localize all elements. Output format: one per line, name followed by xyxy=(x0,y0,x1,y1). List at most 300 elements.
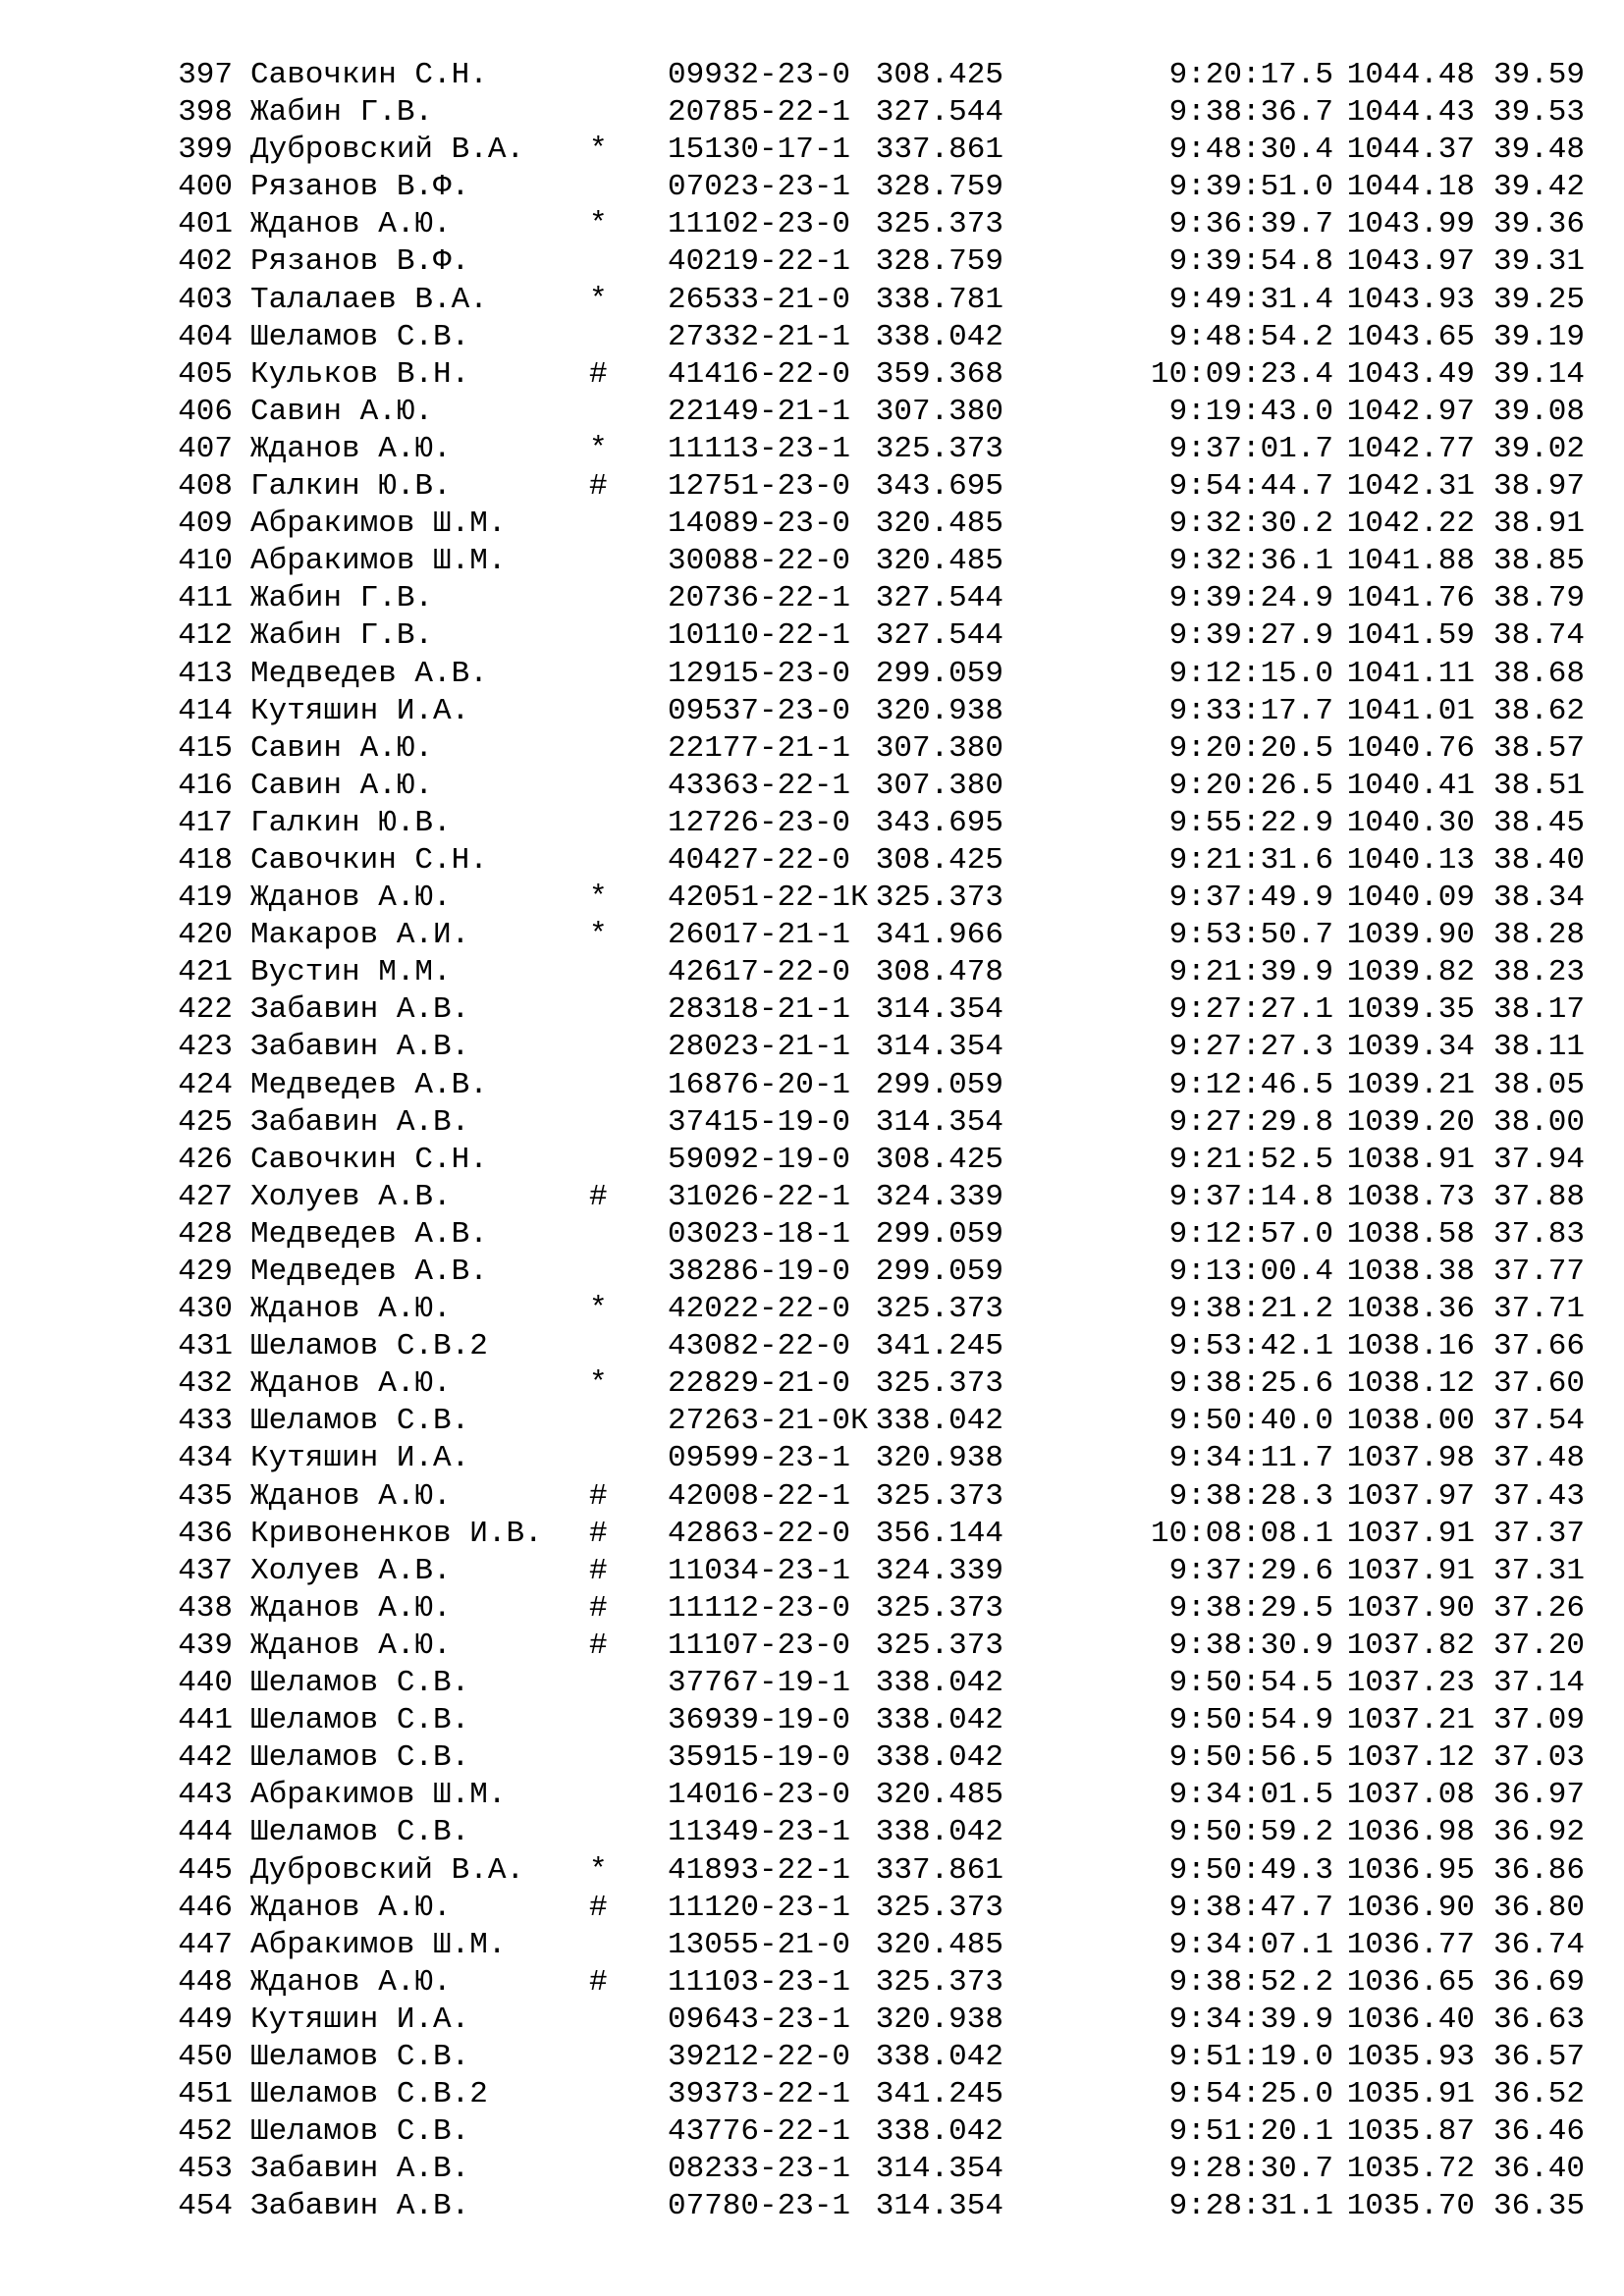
ring-number-cell: 20736-22-1 xyxy=(668,581,851,616)
mark-cell: * xyxy=(589,881,608,916)
speed-cell: 1037.97 xyxy=(1346,1478,1475,1514)
distance-cell: 299.059 xyxy=(875,1067,1003,1102)
points-cell: 39.02 xyxy=(1492,431,1585,466)
points-cell: 38.85 xyxy=(1492,544,1585,579)
points-cell: 36.80 xyxy=(1492,1890,1585,1925)
ring-number-cell: 11120-23-1 xyxy=(668,1890,851,1925)
table-row xyxy=(172,431,1586,468)
place-cell: 405 xyxy=(178,356,233,392)
fancier-name-cell: Савин А.Ю. xyxy=(250,394,434,429)
place-cell: 420 xyxy=(178,918,233,953)
distance-cell: 341.966 xyxy=(875,918,1003,953)
arrival-time-cell: 9:37:14.8 xyxy=(1168,1179,1333,1214)
points-cell: 37.83 xyxy=(1492,1216,1585,1252)
speed-cell: 1040.09 xyxy=(1346,881,1475,916)
points-cell: 38.34 xyxy=(1492,881,1585,916)
ring-number-cell: 08233-23-1 xyxy=(668,2152,851,2187)
place-cell: 454 xyxy=(178,2189,233,2224)
speed-cell: 1042.22 xyxy=(1346,507,1475,542)
arrival-time-cell: 9:12:15.0 xyxy=(1168,656,1333,691)
mark-cell: * xyxy=(589,431,608,466)
place-cell: 411 xyxy=(178,581,233,616)
table-row xyxy=(172,1964,1586,2002)
table-row xyxy=(172,1365,1586,1403)
fancier-name-cell: Забавин А.В. xyxy=(250,2152,470,2187)
table-row xyxy=(172,1029,1586,1066)
place-cell: 447 xyxy=(178,1927,233,1962)
ring-number-cell: 15130-17-1 xyxy=(668,133,851,168)
place-cell: 441 xyxy=(178,1703,233,1738)
fancier-name-cell: Медведев А.В. xyxy=(250,1255,488,1289)
table-row xyxy=(172,2151,1586,2188)
table-row xyxy=(172,1739,1586,1777)
distance-cell: 338.042 xyxy=(875,1703,1003,1738)
table-row xyxy=(172,1067,1586,1104)
speed-cell: 1042.77 xyxy=(1346,431,1475,466)
speed-cell: 1038.38 xyxy=(1346,1255,1475,1289)
points-cell: 36.69 xyxy=(1492,1964,1585,2000)
distance-cell: 328.759 xyxy=(875,170,1003,205)
ring-number-cell: 11034-23-1 xyxy=(668,1553,851,1588)
fancier-name-cell: Жданов А.Ю. xyxy=(250,1292,452,1327)
arrival-time-cell: 9:54:25.0 xyxy=(1168,2077,1333,2112)
speed-cell: 1038.73 xyxy=(1346,1179,1475,1214)
table-row xyxy=(172,1927,1586,1964)
distance-cell: 320.485 xyxy=(875,544,1003,579)
arrival-time-cell: 9:50:49.3 xyxy=(1168,1852,1333,1888)
speed-cell: 1041.59 xyxy=(1346,618,1475,654)
place-cell: 440 xyxy=(178,1666,233,1701)
distance-cell: 320.485 xyxy=(875,1927,1003,1962)
place-cell: 424 xyxy=(178,1067,233,1102)
arrival-time-cell: 9:34:07.1 xyxy=(1168,1927,1333,1962)
place-cell: 423 xyxy=(178,1030,233,1065)
place-cell: 397 xyxy=(178,58,233,92)
arrival-time-cell: 9:13:00.4 xyxy=(1168,1255,1333,1289)
fancier-name-cell: Медведев А.В. xyxy=(250,1216,488,1252)
table-row xyxy=(172,506,1586,543)
fancier-name-cell: Жданов А.Ю. xyxy=(250,1366,452,1402)
table-row xyxy=(172,1328,1586,1365)
arrival-time-cell: 9:37:29.6 xyxy=(1168,1553,1333,1588)
speed-cell: 1044.48 xyxy=(1346,58,1475,92)
arrival-time-cell: 9:48:54.2 xyxy=(1168,319,1333,354)
points-cell: 37.48 xyxy=(1492,1441,1585,1476)
fancier-name-cell: Жданов А.Ю. xyxy=(250,1590,452,1626)
fancier-name-cell: Шеламов С.В. xyxy=(250,1703,470,1738)
speed-cell: 1036.95 xyxy=(1346,1852,1475,1888)
points-cell: 39.42 xyxy=(1492,170,1585,205)
table-row xyxy=(172,805,1586,842)
points-cell: 37.88 xyxy=(1492,1179,1585,1214)
distance-cell: 338.042 xyxy=(875,1666,1003,1701)
arrival-time-cell: 9:27:29.8 xyxy=(1168,1104,1333,1140)
distance-cell: 359.368 xyxy=(875,356,1003,392)
place-cell: 452 xyxy=(178,2114,233,2150)
arrival-time-cell: 9:12:57.0 xyxy=(1168,1216,1333,1252)
fancier-name-cell: Абракимов Ш.М. xyxy=(250,1778,507,1813)
arrival-time-cell: 9:38:21.2 xyxy=(1168,1292,1333,1327)
arrival-time-cell: 9:20:17.5 xyxy=(1168,58,1333,92)
points-cell: 37.60 xyxy=(1492,1366,1585,1402)
place-cell: 442 xyxy=(178,1740,233,1776)
points-cell: 36.57 xyxy=(1492,2039,1585,2074)
points-cell: 37.37 xyxy=(1492,1516,1585,1551)
table-row xyxy=(172,132,1586,169)
ring-number-cell: 41893-22-1 xyxy=(668,1852,851,1888)
fancier-name-cell: Макаров А.И. xyxy=(250,918,470,953)
mark-cell: # xyxy=(589,1964,608,2000)
place-cell: 408 xyxy=(178,469,233,505)
speed-cell: 1036.90 xyxy=(1346,1890,1475,1925)
arrival-time-cell: 9:38:36.7 xyxy=(1168,95,1333,131)
place-cell: 422 xyxy=(178,992,233,1028)
fancier-name-cell: Шеламов С.В. xyxy=(250,1815,470,1850)
distance-cell: 338.042 xyxy=(875,1740,1003,1776)
points-cell: 38.40 xyxy=(1492,842,1585,878)
place-cell: 438 xyxy=(178,1590,233,1626)
table-row xyxy=(172,1516,1586,1553)
mark-cell: * xyxy=(589,207,608,242)
points-cell: 38.45 xyxy=(1492,805,1585,840)
fancier-name-cell: Жабин Г.В. xyxy=(250,618,434,654)
table-row xyxy=(172,2039,1586,2076)
ring-number-cell: 11102-23-0 xyxy=(668,207,851,242)
place-cell: 446 xyxy=(178,1890,233,1925)
ring-number-cell: 12751-23-0 xyxy=(668,469,851,505)
place-cell: 400 xyxy=(178,170,233,205)
arrival-time-cell: 9:39:51.0 xyxy=(1168,170,1333,205)
points-cell: 36.46 xyxy=(1492,2114,1585,2150)
distance-cell: 299.059 xyxy=(875,656,1003,691)
table-row xyxy=(172,356,1586,394)
ring-number-cell: 11107-23-0 xyxy=(668,1628,851,1663)
arrival-time-cell: 9:55:22.9 xyxy=(1168,805,1333,840)
distance-cell: 314.354 xyxy=(875,2189,1003,2224)
table-row xyxy=(172,1852,1586,1890)
fancier-name-cell: Савин А.Ю. xyxy=(250,768,434,803)
ring-number-cell: 43082-22-0 xyxy=(668,1329,851,1364)
place-cell: 430 xyxy=(178,1292,233,1327)
ring-number-cell: 37415-19-0 xyxy=(668,1104,851,1140)
table-row xyxy=(172,1142,1586,1179)
place-cell: 429 xyxy=(178,1255,233,1289)
arrival-time-cell: 10:08:08.1 xyxy=(1150,1516,1333,1551)
arrival-time-cell: 9:50:59.2 xyxy=(1168,1815,1333,1850)
fancier-name-cell: Кутяшин И.А. xyxy=(250,2002,470,2037)
speed-cell: 1036.65 xyxy=(1346,1964,1475,2000)
arrival-time-cell: 9:38:52.2 xyxy=(1168,1964,1333,2000)
fancier-name-cell: Савочкин С.Н. xyxy=(250,842,488,878)
distance-cell: 308.425 xyxy=(875,1142,1003,1177)
table-row xyxy=(172,1403,1586,1440)
arrival-time-cell: 9:37:01.7 xyxy=(1168,431,1333,466)
speed-cell: 1040.30 xyxy=(1346,805,1475,840)
ring-number-cell: 40427-22-0 xyxy=(668,842,851,878)
arrival-time-cell: 10:09:23.4 xyxy=(1150,356,1333,392)
points-cell: 37.20 xyxy=(1492,1628,1585,1663)
ring-number-cell: 26017-21-1 xyxy=(668,918,851,953)
points-cell: 36.52 xyxy=(1492,2077,1585,2112)
arrival-time-cell: 9:34:39.9 xyxy=(1168,2002,1333,2037)
speed-cell: 1043.49 xyxy=(1346,356,1475,392)
place-cell: 414 xyxy=(178,693,233,728)
speed-cell: 1043.99 xyxy=(1346,207,1475,242)
table-row xyxy=(172,1291,1586,1328)
distance-cell: 314.354 xyxy=(875,2152,1003,2187)
ring-number-cell: 11349-23-1 xyxy=(668,1815,851,1850)
table-row xyxy=(172,1590,1586,1628)
points-cell: 37.66 xyxy=(1492,1329,1585,1364)
mark-cell: # xyxy=(589,1179,608,1214)
table-row xyxy=(172,468,1586,506)
speed-cell: 1038.58 xyxy=(1346,1216,1475,1252)
points-cell: 39.19 xyxy=(1492,319,1585,354)
fancier-name-cell: Кутяшин И.А. xyxy=(250,693,470,728)
distance-cell: 327.544 xyxy=(875,581,1003,616)
speed-cell: 1035.70 xyxy=(1346,2189,1475,2224)
mark-cell: * xyxy=(589,1292,608,1327)
distance-cell: 320.485 xyxy=(875,1778,1003,1813)
speed-cell: 1037.82 xyxy=(1346,1628,1475,1663)
ring-number-cell: 22149-21-1 xyxy=(668,394,851,429)
place-cell: 412 xyxy=(178,618,233,654)
fancier-name-cell: Шеламов С.В. xyxy=(250,2114,470,2150)
points-cell: 37.71 xyxy=(1492,1292,1585,1327)
points-cell: 36.92 xyxy=(1492,1815,1585,1850)
distance-cell: 338.042 xyxy=(875,2114,1003,2150)
fancier-name-cell: Жабин Г.В. xyxy=(250,95,434,131)
speed-cell: 1041.11 xyxy=(1346,656,1475,691)
place-cell: 401 xyxy=(178,207,233,242)
points-cell: 38.57 xyxy=(1492,730,1585,766)
table-row xyxy=(172,1553,1586,1590)
arrival-time-cell: 9:28:30.7 xyxy=(1168,2152,1333,2187)
distance-cell: 307.380 xyxy=(875,394,1003,429)
points-cell: 39.25 xyxy=(1492,282,1585,317)
distance-cell: 338.042 xyxy=(875,1404,1003,1439)
fancier-name-cell: Галкин Ю.В. xyxy=(250,805,452,840)
arrival-time-cell: 9:34:11.7 xyxy=(1168,1441,1333,1476)
points-cell: 39.31 xyxy=(1492,244,1585,280)
speed-cell: 1041.88 xyxy=(1346,544,1475,579)
ring-number-cell: 42022-22-0 xyxy=(668,1292,851,1327)
table-row xyxy=(172,2113,1586,2151)
speed-cell: 1042.31 xyxy=(1346,469,1475,505)
ring-number-cell: 09537-23-0 xyxy=(668,693,851,728)
table-row xyxy=(172,1814,1586,1851)
table-row xyxy=(172,206,1586,243)
arrival-time-cell: 9:27:27.1 xyxy=(1168,992,1333,1028)
distance-cell: 314.354 xyxy=(875,1030,1003,1065)
points-cell: 39.48 xyxy=(1492,133,1585,168)
distance-cell: 338.042 xyxy=(875,319,1003,354)
ring-number-cell: 11103-23-1 xyxy=(668,1964,851,2000)
mark-cell: # xyxy=(589,1590,608,1626)
distance-cell: 356.144 xyxy=(875,1516,1003,1551)
fancier-name-cell: Жданов А.Ю. xyxy=(250,1890,452,1925)
table-row xyxy=(172,768,1586,805)
ring-number-cell: 31026-22-1 xyxy=(668,1179,851,1214)
fancier-name-cell: Жданов А.Ю. xyxy=(250,207,452,242)
place-cell: 439 xyxy=(178,1628,233,1663)
speed-cell: 1039.35 xyxy=(1346,992,1475,1028)
table-row xyxy=(172,1104,1586,1142)
ring-number-cell: 42617-22-0 xyxy=(668,955,851,990)
fancier-name-cell: Савочкин С.Н. xyxy=(250,58,488,92)
ring-number-cell: 03023-18-1 xyxy=(668,1216,851,1252)
distance-cell: 308.478 xyxy=(875,955,1003,990)
mark-cell: # xyxy=(589,469,608,505)
fancier-name-cell: Кривоненков И.В. xyxy=(250,1516,543,1551)
distance-cell: 307.380 xyxy=(875,730,1003,766)
speed-cell: 1035.91 xyxy=(1346,2077,1475,2112)
place-cell: 431 xyxy=(178,1329,233,1364)
distance-cell: 308.425 xyxy=(875,58,1003,92)
arrival-time-cell: 9:36:39.7 xyxy=(1168,207,1333,242)
fancier-name-cell: Холуев А.В. xyxy=(250,1179,452,1214)
arrival-time-cell: 9:21:52.5 xyxy=(1168,1142,1333,1177)
fancier-name-cell: Медведев А.В. xyxy=(250,1067,488,1102)
fancier-name-cell: Талалаев В.А. xyxy=(250,282,488,317)
arrival-time-cell: 9:28:31.1 xyxy=(1168,2189,1333,2224)
distance-cell: 320.485 xyxy=(875,507,1003,542)
points-cell: 38.51 xyxy=(1492,768,1585,803)
place-cell: 434 xyxy=(178,1441,233,1476)
distance-cell: 320.938 xyxy=(875,1441,1003,1476)
points-cell: 38.23 xyxy=(1492,955,1585,990)
speed-cell: 1041.01 xyxy=(1346,693,1475,728)
ring-number-cell: 22177-21-1 xyxy=(668,730,851,766)
ring-number-cell: 30088-22-0 xyxy=(668,544,851,579)
speed-cell: 1037.21 xyxy=(1346,1703,1475,1738)
mark-cell: * xyxy=(589,133,608,168)
distance-cell: 341.245 xyxy=(875,1329,1003,1364)
ring-number-cell: 40219-22-1 xyxy=(668,244,851,280)
table-row xyxy=(172,656,1586,693)
distance-cell: 324.339 xyxy=(875,1179,1003,1214)
table-row xyxy=(172,917,1586,954)
mark-cell: # xyxy=(589,1478,608,1514)
points-cell: 39.14 xyxy=(1492,356,1585,392)
ring-number-cell: 59092-19-0 xyxy=(668,1142,851,1177)
distance-cell: 327.544 xyxy=(875,95,1003,131)
table-row xyxy=(172,693,1586,730)
points-cell: 36.35 xyxy=(1492,2189,1585,2224)
place-cell: 403 xyxy=(178,282,233,317)
distance-cell: 338.042 xyxy=(875,1815,1003,1850)
fancier-name-cell: Жданов А.Ю. xyxy=(250,881,452,916)
points-cell: 37.43 xyxy=(1492,1478,1585,1514)
ring-number-cell: 12726-23-0 xyxy=(668,805,851,840)
fancier-name-cell: Савочкин С.Н. xyxy=(250,1142,488,1177)
place-cell: 421 xyxy=(178,955,233,990)
ring-number-cell: 20785-22-1 xyxy=(668,95,851,131)
fancier-name-cell: Дубровский В.А. xyxy=(250,133,525,168)
table-row xyxy=(172,2188,1586,2225)
place-cell: 445 xyxy=(178,1852,233,1888)
table-row xyxy=(172,954,1586,991)
table-row xyxy=(172,394,1586,431)
fancier-name-cell: Вустин М.М. xyxy=(250,955,452,990)
arrival-time-cell: 9:50:40.0 xyxy=(1168,1404,1333,1439)
table-row xyxy=(172,543,1586,580)
distance-cell: 338.042 xyxy=(875,2039,1003,2074)
mark-cell: * xyxy=(589,282,608,317)
distance-cell: 325.373 xyxy=(875,1964,1003,2000)
fancier-name-cell: Савин А.Ю. xyxy=(250,730,434,766)
arrival-time-cell: 9:39:27.9 xyxy=(1168,618,1333,654)
place-cell: 407 xyxy=(178,431,233,466)
ring-number-cell: 14089-23-0 xyxy=(668,507,851,542)
place-cell: 433 xyxy=(178,1404,233,1439)
table-row xyxy=(172,842,1586,880)
table-row xyxy=(172,2076,1586,2113)
speed-cell: 1039.20 xyxy=(1346,1104,1475,1140)
arrival-time-cell: 9:51:19.0 xyxy=(1168,2039,1333,2074)
arrival-time-cell: 9:54:44.7 xyxy=(1168,469,1333,505)
fancier-name-cell: Рязанов В.Ф. xyxy=(250,244,470,280)
points-cell: 37.09 xyxy=(1492,1703,1585,1738)
points-cell: 36.40 xyxy=(1492,2152,1585,2187)
place-cell: 399 xyxy=(178,133,233,168)
speed-cell: 1044.37 xyxy=(1346,133,1475,168)
fancier-name-cell: Жданов А.Ю. xyxy=(250,1478,452,1514)
fancier-name-cell: Кутяшин И.А. xyxy=(250,1441,470,1476)
fancier-name-cell: Жабин Г.В. xyxy=(250,581,434,616)
place-cell: 443 xyxy=(178,1778,233,1813)
speed-cell: 1044.43 xyxy=(1346,95,1475,131)
arrival-time-cell: 9:34:01.5 xyxy=(1168,1778,1333,1813)
points-cell: 38.62 xyxy=(1492,693,1585,728)
speed-cell: 1037.23 xyxy=(1346,1666,1475,1701)
ring-number-cell: 38286-19-0 xyxy=(668,1255,851,1289)
table-row xyxy=(172,2002,1586,2039)
ring-number-cell: 14016-23-0 xyxy=(668,1778,851,1813)
table-row xyxy=(172,1890,1586,1927)
distance-cell: 328.759 xyxy=(875,244,1003,280)
points-cell: 38.17 xyxy=(1492,992,1585,1028)
points-cell: 38.97 xyxy=(1492,469,1585,505)
place-cell: 406 xyxy=(178,394,233,429)
fancier-name-cell: Абракимов Ш.М. xyxy=(250,544,507,579)
distance-cell: 307.380 xyxy=(875,768,1003,803)
arrival-time-cell: 9:32:36.1 xyxy=(1168,544,1333,579)
distance-cell: 299.059 xyxy=(875,1255,1003,1289)
place-cell: 410 xyxy=(178,544,233,579)
ring-number-cell: 28318-21-1 xyxy=(668,992,851,1028)
arrival-time-cell: 9:19:43.0 xyxy=(1168,394,1333,429)
table-row xyxy=(172,1777,1586,1814)
speed-cell: 1038.00 xyxy=(1346,1404,1475,1439)
speed-cell: 1044.18 xyxy=(1346,170,1475,205)
distance-cell: 314.354 xyxy=(875,992,1003,1028)
points-cell: 37.26 xyxy=(1492,1590,1585,1626)
place-cell: 453 xyxy=(178,2152,233,2187)
ring-number-cell: 10110-22-1 xyxy=(668,618,851,654)
place-cell: 435 xyxy=(178,1478,233,1514)
speed-cell: 1035.87 xyxy=(1346,2114,1475,2150)
arrival-time-cell: 9:21:31.6 xyxy=(1168,842,1333,878)
points-cell: 37.94 xyxy=(1492,1142,1585,1177)
points-cell: 37.14 xyxy=(1492,1666,1585,1701)
points-cell: 39.59 xyxy=(1492,58,1585,92)
table-row xyxy=(172,1254,1586,1291)
table-row xyxy=(172,319,1586,356)
points-cell: 38.91 xyxy=(1492,507,1585,542)
ring-number-cell: 43776-22-1 xyxy=(668,2114,851,2150)
ring-number-cell: 41416-22-0 xyxy=(668,356,851,392)
